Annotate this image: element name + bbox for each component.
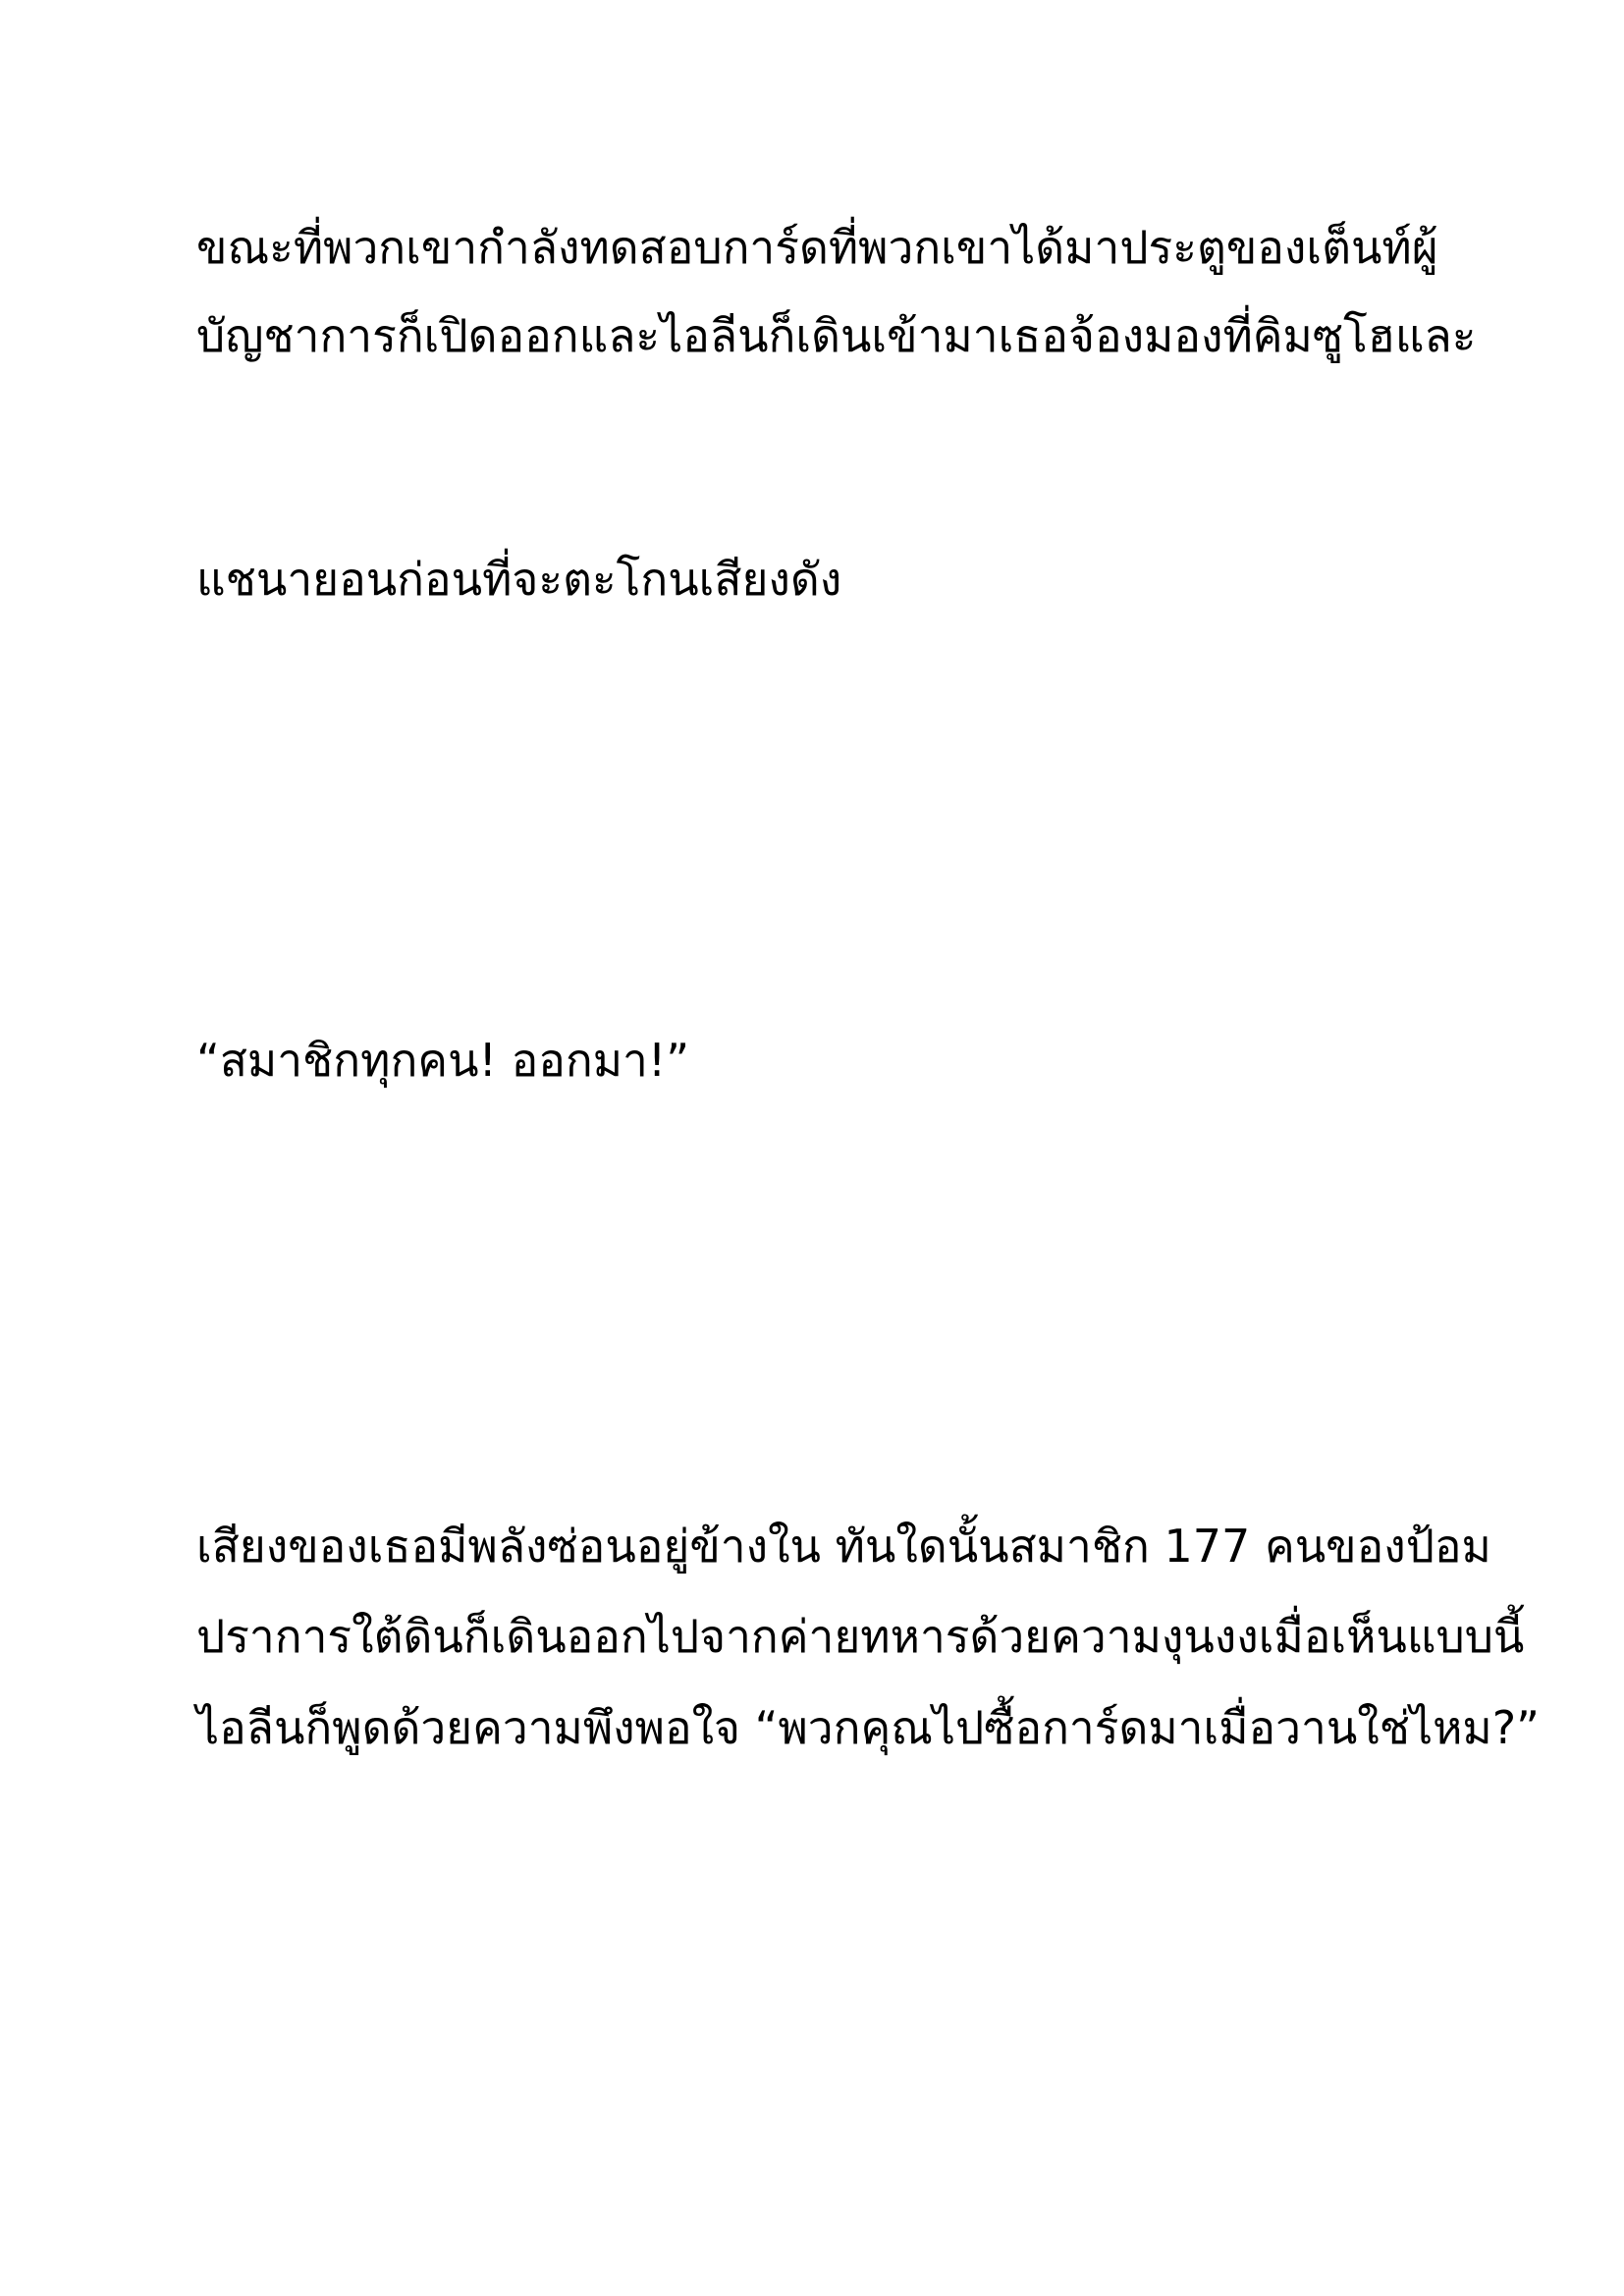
paragraph-3-line-1: “สมาชิกทุกคน! ออกมา!”: [196, 1034, 690, 1087]
paragraph-1-line-2: บัญชาการก็เปิดออกและไอลีนก็เดินเข้ามาเธอจ้องมองที่คิมซูโฮและ: [196, 309, 1477, 362]
paragraph-2-line-1: แชนายอนก่อนที่จะตะโกนเสียงดัง: [196, 553, 842, 606]
paragraph-4-line-1: เสียงของเธอมีพลังซ่อนอยู่ข้างใน ทันใดนั้นสมาชิก 177 คนของป้อม: [196, 1520, 1491, 1573]
paragraph-4-line-3: ไอลีนก็พูดด้วยความพึงพอใจ “พวกคุณไปซื้อการ์ดมาเมื่อวานใช่ไหม?”: [196, 1701, 1540, 1754]
paragraph-4-line-2: ปราการใต้ดินก็เดินออกไปจากค่ายทหารด้วยความงุนงงเมื่อเห็นแบบนี้: [196, 1610, 1525, 1663]
paragraph-1-line-1: ขณะที่พวกเขากำลังทดสอบการ์ดที่พวกเขาได้มาประตูของเต็นท์ผู้: [196, 221, 1438, 274]
